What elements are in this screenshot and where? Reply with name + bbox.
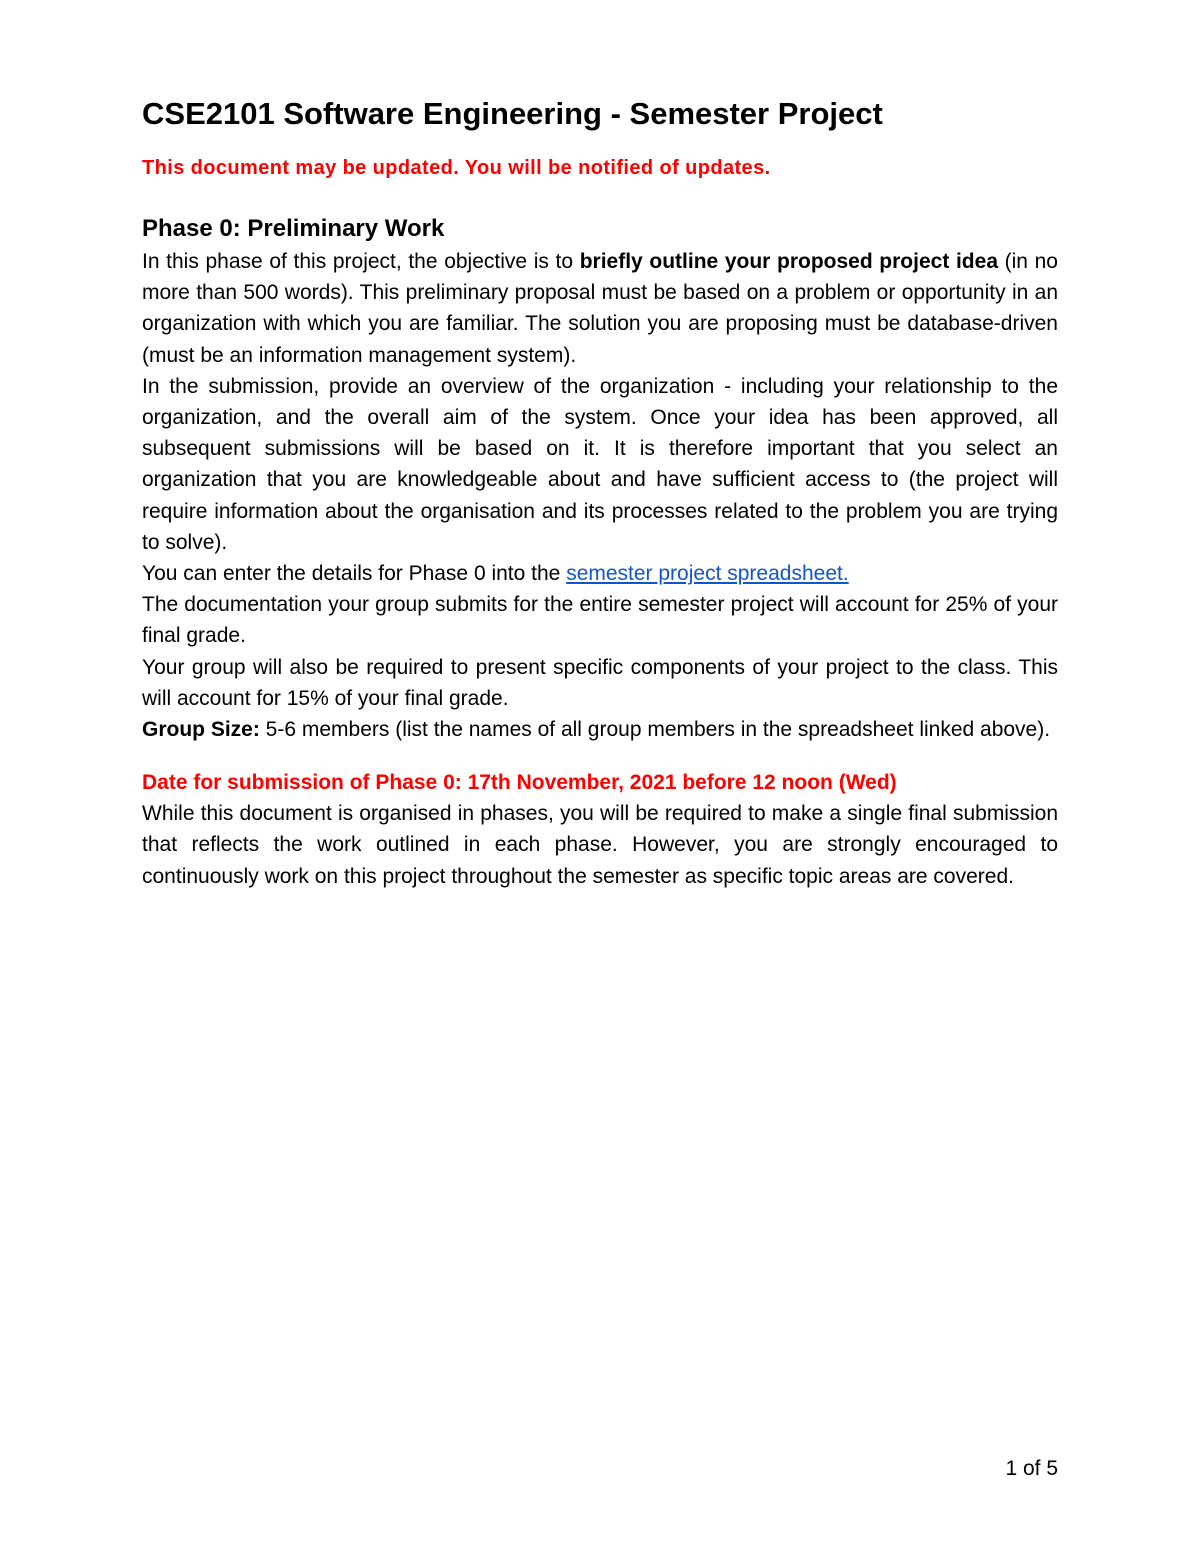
update-notice: This document may be updated. You will be notified of updates.	[142, 157, 771, 179]
group-size-label: Group Size:	[142, 718, 260, 742]
objective-paragraph	[142, 246, 1058, 371]
phases-note-paragraph: While this document is organised in phases, you will be required to make a single final submission that reflects the work outlined in each phase. However, you are strongly encouraged to continuously work on this project throughout the semester as specific topic areas are covered.	[142, 802, 1058, 888]
group-size-paragraph	[142, 714, 1058, 745]
objective-intro: In this phase of this project, the objective is to	[142, 250, 580, 273]
document-title: CSE2101 Software Engineering - Semester Project	[142, 96, 883, 131]
objective-rest: (in no more than 500 words). This preliminary proposal must be based on a problem or opportunity in an organization with which you are familiar. The solution you are proposing must be database-driven (must be an information management system).	[142, 250, 1058, 367]
objective-emphasis: briefly outline your proposed project idea	[579, 250, 998, 273]
spreadsheet-text: You can enter the details for Phase 0 into the	[142, 562, 567, 586]
submission-deadline: Date for submission of Phase 0: 17th November, 2021 before 12 noon (Wed)	[142, 771, 897, 795]
phase-heading: Phase 0: Preliminary Work	[142, 215, 445, 242]
spreadsheet-paragraph	[142, 558, 1058, 589]
documentation-grade-paragraph: The documentation your group submits for the entire semester project will account for 25% of your final grade.	[142, 593, 1058, 648]
page-number: 1 of 5	[1005, 1457, 1058, 1480]
submission-overview-paragraph: In the submission, provide an overview of the organization - including your relationship to the organization, and the overall aim of the system. Once your idea has been approved, all subsequent submissions will be based on it. It is therefore important that you select an organization that you are knowledgeable about and have sufficient access to (the project will require information about the organisation and its processes related to the problem you are trying to solve).	[142, 374, 1058, 554]
document-page	[142, 92, 1058, 892]
group-size-text: 5-6 members (list the names of all group members in the spreadsheet linked above).	[259, 718, 1051, 742]
presentation-grade-paragraph: Your group will also be required to present specific components of your project to the class. This will account for 15% of your final grade.	[142, 655, 1058, 710]
semester-project-spreadsheet-link[interactable]: semester project spreadsheet.	[566, 562, 849, 586]
